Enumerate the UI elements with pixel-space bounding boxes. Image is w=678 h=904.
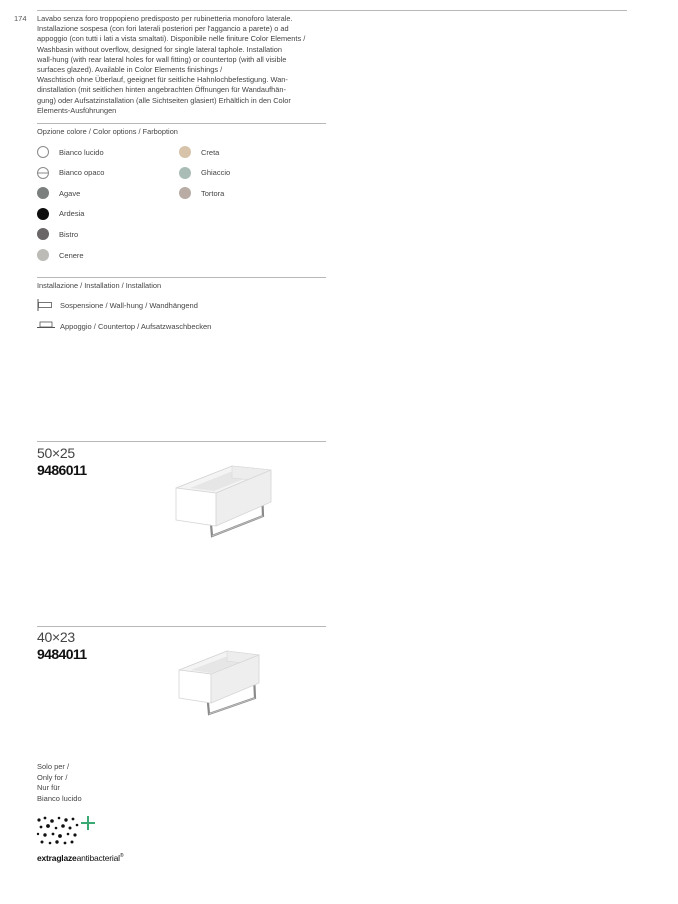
wall-hung-icon xyxy=(37,298,55,312)
description-line: Installazione sospesa (con fori laterali posteriori per l'aggancio a parete) o ad xyxy=(37,24,289,34)
brand-name xyxy=(37,853,123,863)
color-swatch-icon xyxy=(37,208,49,220)
color-option xyxy=(37,186,80,200)
description-line: Lavabo senza foro troppopieno predisposto per rubinetteria monoforo laterale. xyxy=(37,14,293,23)
installation-label: Appoggio / Countertop / Aufsatzwaschbecken xyxy=(60,321,212,331)
installation-section-title: Installazione / Installation / Installation xyxy=(37,281,162,290)
color-swatch-icon xyxy=(179,187,191,199)
color-option xyxy=(37,145,104,159)
color-option xyxy=(37,227,78,241)
product-size: 50×25 xyxy=(37,445,75,461)
description-line: dinstallation (mit seitlichen hinten angebrachten Öffnungen für Wandaufhän- xyxy=(37,85,286,95)
product-1-rule xyxy=(37,441,326,442)
color-option xyxy=(37,248,84,262)
color-option xyxy=(37,166,104,180)
color-label: Agave xyxy=(59,188,81,198)
colors-rule xyxy=(37,123,326,124)
installation-label: Sospensione / Wall-hung / Wandhängend xyxy=(60,300,198,310)
color-option xyxy=(179,166,230,180)
color-swatch-icon xyxy=(37,249,49,261)
color-label: Tortora xyxy=(201,188,225,198)
description-line: Waschtisch ohne Überlauf, geeignet für seitliche Hahnlochbefestigung. Wan- xyxy=(37,75,288,85)
color-swatch-icon xyxy=(37,187,49,199)
washbasin-image xyxy=(175,646,265,718)
color-label: Ardesia xyxy=(59,209,85,219)
installation-countertop xyxy=(37,319,211,333)
description-line: appoggio (con tutti i lati a vista smaltati). Disponibile nelle finiture Color Elements / xyxy=(37,34,306,44)
description-line: Washbasin without overflow, designed for single lateral taphole. Installation xyxy=(37,44,282,54)
product-2-rule xyxy=(37,626,326,627)
availability-line: Solo per / xyxy=(37,762,70,771)
description-line: surfaces glazed). Available in Color Elements finishings / xyxy=(37,65,223,75)
top-rule xyxy=(37,10,627,11)
description-line: wall-hung (with rear lateral holes for wall fitting) or countertop (with all visible xyxy=(37,54,287,64)
extraglaze-logo-icon xyxy=(36,814,98,848)
color-option xyxy=(179,186,224,200)
availability-line: Nur für xyxy=(37,783,60,792)
installation-rule xyxy=(37,277,326,278)
product-size: 40×23 xyxy=(37,629,75,645)
brand-mark: ® xyxy=(119,853,124,860)
availability-line: Bianco lucido xyxy=(37,793,82,803)
color-option xyxy=(37,207,84,221)
color-swatch-icon xyxy=(37,167,49,179)
color-label: Bianco opaco xyxy=(59,168,105,178)
description-line: Elements-Ausführungen xyxy=(37,105,117,115)
countertop-icon xyxy=(37,319,55,333)
color-label: Bistro xyxy=(59,229,79,239)
color-label: Creta xyxy=(201,147,220,157)
color-swatch-icon xyxy=(179,146,191,158)
color-label: Bianco lucido xyxy=(59,147,104,157)
product-code: 9486011 xyxy=(37,462,87,478)
availability-line: Only for / xyxy=(37,772,68,782)
installation-wall-hung xyxy=(37,298,198,312)
color-swatch-icon xyxy=(37,146,49,158)
product-code: 9484011 xyxy=(37,646,87,662)
colors-section-title: Opzione colore / Color options / Farboption xyxy=(37,127,178,136)
availability-note xyxy=(37,762,82,804)
color-swatch-icon xyxy=(37,228,49,240)
color-option xyxy=(179,145,219,159)
washbasin-image xyxy=(170,460,280,542)
color-label: Cenere xyxy=(59,250,84,260)
page-number: 174 xyxy=(14,14,27,23)
brand-bold: extraglaze xyxy=(37,853,77,863)
description-line: gung) oder Aufsatzinstallation (alle Sichtseiten glasiert) Erhältlich in den Color xyxy=(37,95,291,105)
color-label: Ghiaccio xyxy=(201,168,231,178)
color-swatch-icon xyxy=(179,167,191,179)
brand-regular: antibacterial xyxy=(76,853,120,863)
product-description xyxy=(37,14,329,116)
